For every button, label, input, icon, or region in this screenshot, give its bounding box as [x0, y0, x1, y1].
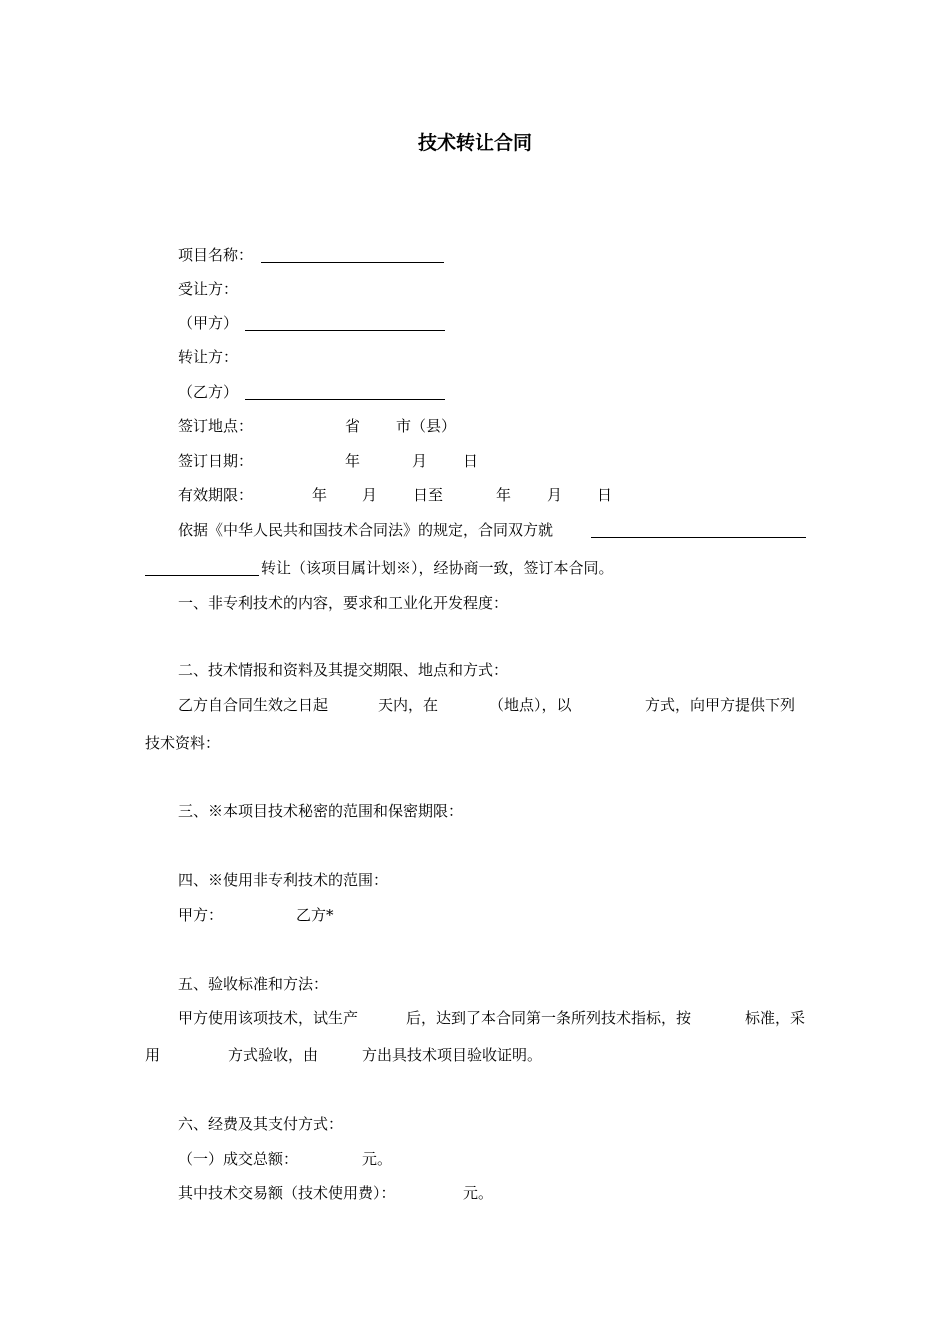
section-4-heading: 四、※使用非专利技术的范围：: [178, 871, 389, 889]
city-county-label: 市（县）: [396, 417, 457, 435]
project-name-blank: [261, 262, 444, 263]
tech-fee-unit: 元。: [463, 1184, 494, 1202]
validity-end-month: 月: [547, 486, 563, 504]
preamble-blank-1: [591, 537, 806, 538]
section-3-heading: 三、※本项目技术秘密的范围和保密期限：: [178, 802, 464, 820]
party-a-blank: [245, 330, 445, 331]
section-6-heading: 六、经费及其支付方式：: [178, 1115, 344, 1133]
sign-place-label: 签订地点：: [178, 417, 254, 435]
sign-month-label: 月: [412, 452, 428, 470]
validity-day-to: 日至: [413, 486, 444, 504]
section-2-text-d: 方式，向甲方提供下列: [645, 696, 796, 714]
section-2-text-c: （地点），以: [489, 696, 572, 714]
section-5-text-b: 后，达到了本合同第一条所列技术指标，按: [406, 1009, 692, 1027]
preamble-line1: 依据《中华人民共和国技术合同法》的规定，合同双方就: [178, 521, 554, 539]
preamble-line2: 转让（该项目属计划※），经协商一致，签订本合同。: [261, 559, 614, 577]
section-4-party-a: 甲方：: [178, 906, 224, 924]
validity-end-year: 年: [496, 486, 512, 504]
project-name-label: 项目名称：: [178, 246, 254, 264]
section-5-heading: 五、验收标准和方法：: [178, 975, 329, 993]
province-label: 省: [345, 417, 361, 435]
section-4-party-b: 乙方*: [296, 906, 334, 924]
sign-year-label: 年: [345, 452, 361, 470]
section-2-heading: 二、技术情报和资料及其提交期限、地点和方式：: [178, 661, 509, 679]
validity-start-year: 年: [312, 486, 328, 504]
assignee-label: 受让方：: [178, 280, 239, 298]
section-5-text-d: 用: [145, 1046, 161, 1064]
sign-day-label: 日: [463, 452, 479, 470]
assignor-label: 转让方：: [178, 348, 239, 366]
validity-end-day: 日: [597, 486, 613, 504]
section-2-text-b: 天内，在: [378, 696, 439, 714]
section-1-heading: 一、非专利技术的内容，要求和工业化开发程度：: [178, 594, 509, 612]
preamble-blank-2: [145, 575, 259, 576]
party-a-label: （甲方）: [178, 314, 239, 332]
section-2-text-a: 乙方自合同生效之日起: [178, 696, 329, 714]
section-5-text-f: 方出具技术项目验收证明。: [362, 1046, 543, 1064]
validity-start-month: 月: [362, 486, 378, 504]
section-5-text-c: 标准，采: [745, 1009, 806, 1027]
document-title: 技术转让合同: [417, 132, 532, 154]
sign-date-label: 签订日期：: [178, 452, 254, 470]
tech-fee-label: 其中技术交易额（技术使用费）：: [178, 1184, 396, 1202]
party-b-blank: [245, 399, 445, 400]
section-5-text-e: 方式验收，由: [228, 1046, 319, 1064]
total-amount-unit: 元。: [362, 1150, 393, 1168]
section-2-text-e: 技术资料：: [145, 734, 221, 752]
total-amount-label: （一）成交总额：: [178, 1150, 299, 1168]
section-5-text-a: 甲方使用该项技术，试生产: [178, 1009, 359, 1027]
validity-label: 有效期限：: [178, 486, 254, 504]
party-b-label: （乙方）: [178, 383, 239, 401]
